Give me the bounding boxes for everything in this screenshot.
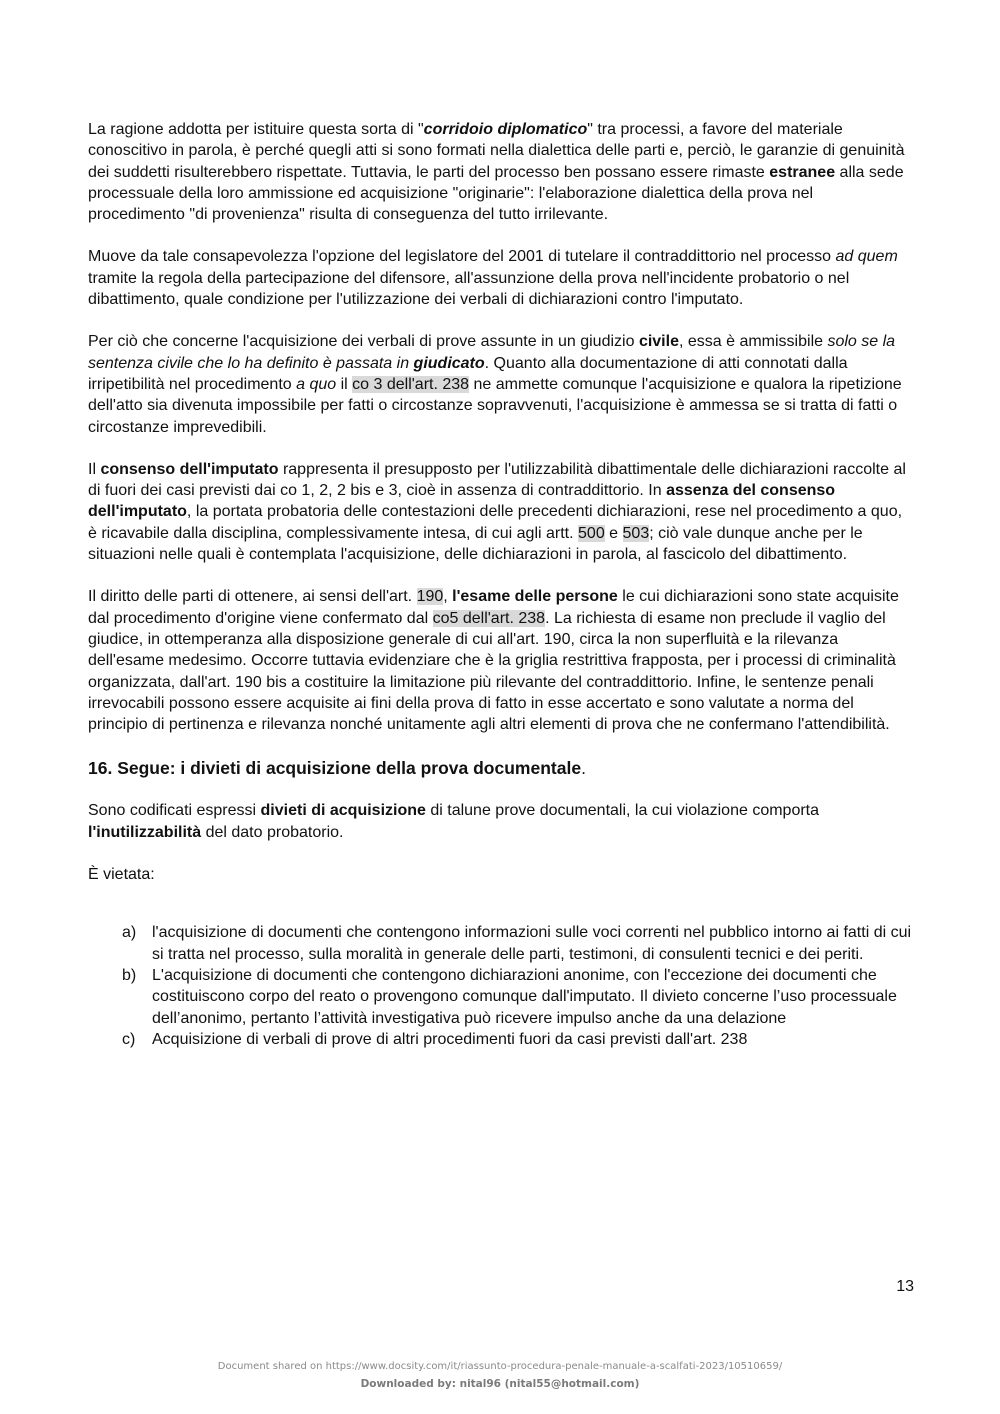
italic-term: solo se la sentenza civile che lo ha definito è passata in bbox=[88, 333, 896, 372]
bold-term: divieti di acquisizione bbox=[260, 802, 426, 820]
paragraph-esame-persone bbox=[88, 586, 914, 735]
list-item bbox=[88, 922, 914, 965]
section-heading bbox=[88, 756, 914, 780]
prohibitions-list bbox=[88, 922, 914, 1050]
highlighted-reference: 500 bbox=[578, 524, 605, 542]
paragraph-giudizio-civile bbox=[88, 331, 914, 437]
text-run: e bbox=[604, 524, 623, 542]
text-run: il bbox=[336, 375, 353, 393]
text-run: alla sede processuale della loro ammissione ed acquisizione "originarie": l'elaborazione dialettica della prova nel procedimento "di provenienza" risulta di conseguenza del tutto irrilevante. bbox=[88, 163, 904, 224]
footer-shared-link[interactable]: Document shared on https://www.docsity.com/it/riassunto-procedura-penale-manuale-a-scalfati-2023/10510659/ bbox=[217, 1361, 783, 1372]
bold-italic-term: corridoio diplomatico bbox=[423, 121, 588, 138]
text-run: di talune prove documentali, la cui violazione comporta bbox=[425, 802, 820, 820]
text-run: " tra processi, a favore del materiale conoscitivo in parola, è perché quegli atti si sono formati nella dialettica delle parti e, perciò, le garanzie di genuinità dei suddetti risulterebbero rispettate. Tuttavia, le parti del processo ben possano essere rimaste bbox=[88, 121, 905, 181]
footer-downloaded-by: Downloaded by: nital96 (nital55@hotmail.com) bbox=[360, 1378, 640, 1390]
list-marker: b) bbox=[122, 966, 137, 984]
list-item-text: Acquisizione di verbali di prove di altri procedimenti fuori da casi previsti dall'art. 238 bbox=[152, 1030, 748, 1048]
text-run: del dato probatorio. bbox=[201, 823, 344, 841]
text-run: rappresenta il presupposto per l'utilizzabilità dibattimentale delle dichiarazioni raccolte al di fuori dei casi previsti dai co 1, 2, 2 bis e 3, cioè in assenza di contraddittorio. In bbox=[88, 460, 906, 500]
paragraph-corridoio-diplomatico bbox=[88, 119, 914, 225]
bold-term: consenso dell'imputato bbox=[100, 460, 279, 478]
list-item bbox=[88, 1029, 914, 1050]
text-run: , essa è ammissibile bbox=[678, 333, 828, 351]
text-run: , bbox=[443, 588, 453, 606]
page-number: 13 bbox=[896, 1278, 914, 1295]
list-item-text: l'acquisizione di documenti che contengono informazioni sulle voci correnti nel pubblico intorno ai fatti di cui si tratta nel processo, sulla moralità in generale delle parti, testimoni, di consulenti tecnici e dei periti. bbox=[152, 924, 912, 963]
bold-term: civile bbox=[638, 333, 679, 351]
bold-italic-term: giudicato bbox=[413, 354, 485, 372]
section-heading-text: 16. Segue: i divieti di acquisizione della prova documentale bbox=[88, 758, 582, 779]
list-marker: c) bbox=[122, 1030, 136, 1048]
text-run: le cui dichiarazioni sono state acquisite dal procedimento d'origine viene confermato dal bbox=[88, 588, 899, 627]
text-run: Il diritto delle parti di ottenere, ai sensi dell'art. bbox=[88, 588, 417, 606]
bold-term: assenza del consenso dell'imputato bbox=[88, 482, 836, 521]
paragraph-e-vietata: È vietata: bbox=[88, 866, 155, 884]
text-run: ; ciò vale dunque anche per le situazioni nelle quali è contemplata l'acquisizione, delle dichiarazioni in parola, al fascicolo del dibattimento. bbox=[88, 524, 863, 564]
list-marker: a) bbox=[122, 924, 137, 942]
text-run: . Quanto alla documentazione di atti connotati dalla irripetibilità nel procedimento bbox=[88, 354, 848, 393]
bold-term: l'inutilizzabilità bbox=[88, 823, 202, 841]
section-heading-dot: . bbox=[581, 758, 586, 779]
paragraph-divieti bbox=[88, 800, 914, 843]
highlighted-reference: 190 bbox=[416, 588, 444, 606]
document-body bbox=[88, 119, 914, 1050]
text-run: ne ammette comunque l'acquisizione e qualora la ripetizione dell'atto sia divenuta impossibile per fatti o circostanze sopravvenuti, l'acquisizione è ammessa se si tratta di fatti o circostanze imprevedibili. bbox=[88, 375, 902, 436]
italic-term: ad quem bbox=[835, 248, 898, 266]
highlighted-reference: co 3 dell'art. 238 bbox=[352, 375, 470, 393]
text-run: Per ciò che concerne l'acquisizione dei verbali di prove assunte in un giudizio bbox=[88, 333, 639, 351]
list-item-text: L'acquisizione di documenti che contengono dichiarazioni anonime, con l'eccezione dei documenti che costituiscono corpo del reato o provengono comunque dall'imputato. Il divieto concerne l’uso processuale dell’anonimo, pertanto l’attività investigativa può ricevere impulso anche da una delazione bbox=[152, 966, 897, 1027]
text-run: Il bbox=[88, 460, 101, 478]
text-run: , la portata probatoria delle contestazioni delle precedenti dichiarazioni, rese nel procedimento a quo, è ricavabile dalla disciplina, complessivamente intesa, di cui agli artt. bbox=[88, 503, 903, 542]
list-item bbox=[88, 965, 914, 1029]
italic-term: a quo bbox=[296, 375, 337, 393]
text-run: Sono codificati espressi bbox=[88, 802, 261, 820]
text-run: La ragione addotta per istituire questa sorta di " bbox=[88, 121, 424, 138]
text-run: tramite la regola della partecipazione del difensore, all'assunzione della prova nell'incidente probatorio o nel dibattimento, quale condizione per l'utilizzazione dei verbali di dichiarazioni contro l'imputato. bbox=[88, 269, 850, 309]
bold-term: l'esame delle persone bbox=[452, 588, 618, 606]
text-run: Muove da tale consapevolezza l'opzione del legislatore del 2001 di tutelare il contraddittorio nel processo bbox=[88, 248, 836, 266]
paragraph-consenso-imputato bbox=[88, 459, 914, 565]
paragraph-ad-quem bbox=[88, 246, 914, 310]
highlighted-reference: 503 bbox=[622, 524, 650, 542]
bold-term: estranee bbox=[769, 163, 836, 181]
highlighted-reference: co5 dell'art. 238 bbox=[432, 609, 546, 627]
text-run: . La richiesta di esame non preclude il vaglio del giudice, in ottemperanza alla disposizione generale di cui all'art. 190, circa la non superfluità e la rilevanza dell'esame medesimo. Occorre tuttavia evidenziare che è la griglia restrittiva frapposta, per i processi di criminalità organizzata, dall'art. 190 bis a costituire la limitazione più rilevante del contraddittorio. Infine, le sentenze penali irrevocabili possono essere acquisite ai fini della prova di fatto in esse accertato e sono valutate a norma del principio di pertinenza e rilevanza nonché unitamente agli altri elementi di prova che ne confermano l'attendibilità. bbox=[88, 609, 896, 734]
